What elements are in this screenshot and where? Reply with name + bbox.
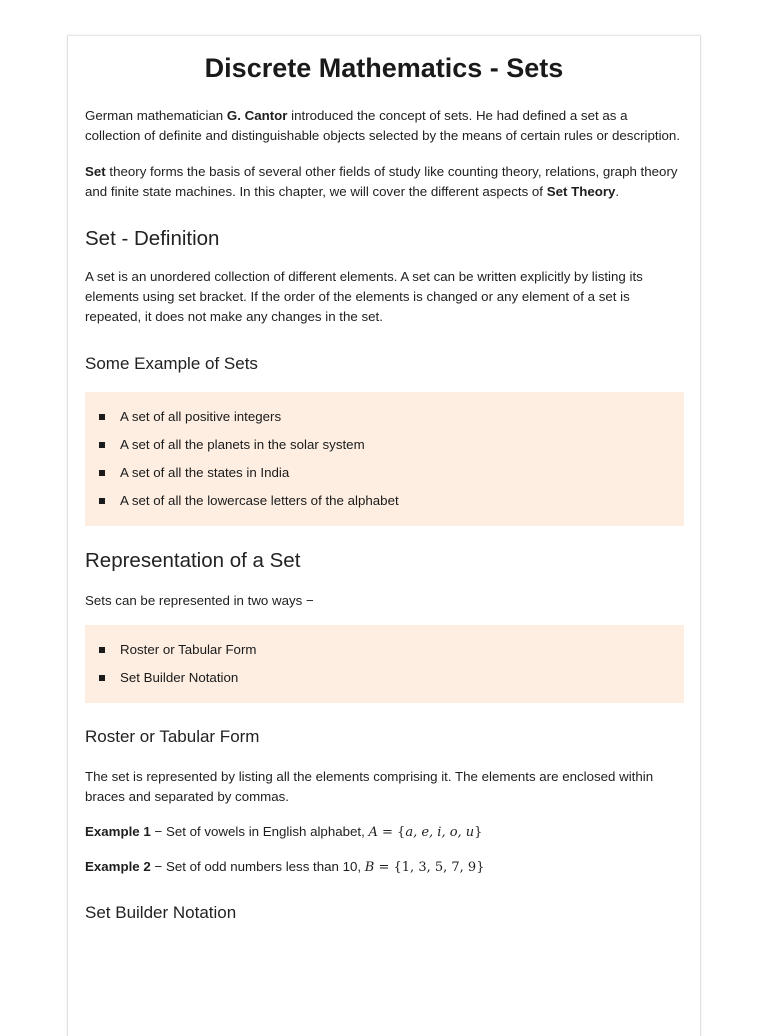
intro-text: German mathematician [85,108,227,123]
definition-heading: Set - Definition [85,227,220,250]
square-bullet-icon [99,647,105,653]
intro-text-rest: introduced the concept of sets. He had defined a set as a collection of definite and distinguishable objects selected by the means of certain rules or description. [85,108,681,143]
document-page [67,35,701,1036]
square-bullet-icon [99,498,105,504]
list-item [85,640,684,668]
list-item-text: A set of all positive integers [120,409,282,424]
examples-list [85,407,684,519]
close-brace: } [474,825,483,840]
example-1-text: − Set of vowels in English alphabet, [150,824,369,839]
intro-paragraph-1 [85,106,685,146]
equals-open-brace: = { [377,825,406,840]
period: . [615,184,620,199]
square-bullet-icon [99,414,105,420]
vowel-elements: a, e, i, o, u [405,825,475,840]
square-bullet-icon [99,442,105,448]
roster-paragraph [85,767,685,807]
list-item-text: A set of all the lowercase letters of the alphabet [120,493,399,508]
example-1-label: Example 1 [85,824,151,839]
odd-numbers-set: = {1, 3, 5, 7, 9} [374,860,485,875]
list-item [85,407,684,435]
intro-paragraph-2 [85,162,685,202]
example-2-label: Example 2 [85,859,151,874]
square-bullet-icon [99,470,105,476]
list-item [85,435,684,463]
list-item-text: A set of all the states in India [120,465,290,480]
list-item [85,668,684,696]
intro2-text: theory forms the basis of several other fields of study like counting theory, relations, graph theory and finite state machines. In this chapter, we will cover the different aspects of [85,164,678,199]
list-item [85,463,684,491]
page-title: Discrete Mathematics - Sets [204,53,564,83]
representation-text: Sets can be represented in two ways − [85,593,314,608]
list-item-text: Roster or Tabular Form [120,642,257,657]
builder-heading: Set Builder Notation [85,903,237,922]
set-a-symbol: A [368,825,378,840]
example-2-text: − Set of odd numbers less than 10, [150,859,365,874]
roster-text: The set is represented by listing all the elements comprising it. The elements are enclosed within braces and separated by commas. [85,769,654,804]
square-bullet-icon [99,675,105,681]
representation-heading: Representation of a Set [85,549,301,572]
representation-list-box [85,625,684,703]
examples-heading: Some Example of Sets [85,354,258,373]
representation-paragraph [85,591,685,611]
examples-list-box [85,392,684,526]
list-item [85,491,684,519]
roster-heading: Roster or Tabular Form [85,727,260,746]
list-item-text: A set of all the planets in the solar system [120,437,365,452]
roster-example-2 [85,857,685,878]
cantor-name: G. Cantor [226,108,288,123]
roster-example-1 [85,822,685,843]
set-b-symbol: B [364,860,375,875]
definition-text: A set is an unordered collection of different elements. A set can be written explicitly by listing its elements using set bracket. If the order of the elements is changed or any element of a set is repeated, it does not make any changes in the set. [85,269,643,324]
list-item-text: Set Builder Notation [120,670,239,685]
set-theory-bold: Set Theory [546,184,616,199]
representation-list [85,640,684,696]
definition-paragraph [85,267,685,327]
set-bold: Set [85,164,106,179]
